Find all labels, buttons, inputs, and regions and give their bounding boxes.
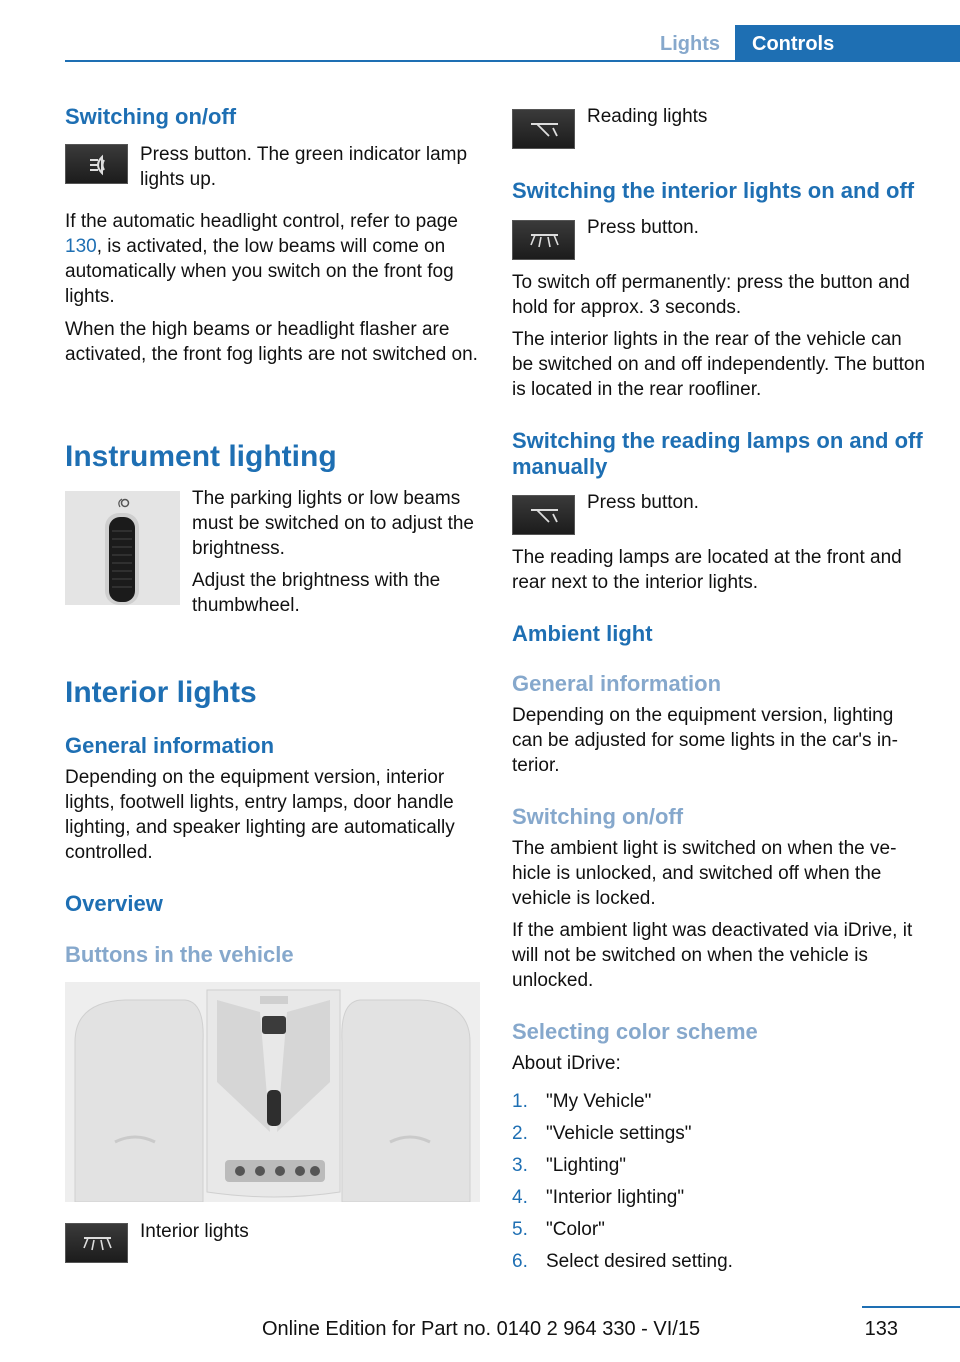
switch-interior-heading: Switching the interior lights on and off bbox=[512, 178, 915, 203]
press-button-text-1: Press button. bbox=[587, 217, 699, 238]
highbeam-text: When the high beams or headlight flasher are activated, the front fog lights are not switched on. bbox=[65, 319, 478, 365]
general-info-heading: General information bbox=[65, 733, 275, 758]
interior-heading: Interior lights bbox=[65, 676, 257, 709]
step-item: 5. "Color" bbox=[512, 1219, 605, 1240]
header-section-label: Lights bbox=[660, 33, 720, 55]
instrument-text-1: The parking lights or low beams must be switched on to adjust the brightness. bbox=[192, 488, 474, 559]
overview-heading: Overview bbox=[65, 891, 163, 916]
step-item: 1. "My Vehicle" bbox=[512, 1091, 652, 1112]
interior-light-icon bbox=[65, 1223, 128, 1263]
reading-light-icon bbox=[512, 109, 575, 149]
footer-rule bbox=[862, 1306, 960, 1308]
color-steps-list bbox=[512, 1086, 927, 1278]
reading-lamp-button-icon bbox=[512, 495, 575, 535]
page-header bbox=[0, 25, 960, 62]
ambient-switch-text: The ambient light is switched on when the vehicle is unlocked, and switched off when the vehicle is locked. bbox=[512, 838, 897, 909]
reading-location-text: The reading lamps are located at the front and rear next to the interior lights. bbox=[512, 547, 902, 593]
header-rule bbox=[65, 60, 960, 62]
step-item: 2. "Vehicle settings" bbox=[512, 1123, 692, 1144]
auto-headlight-text: If the automatic headlight control, refer to page 130, is activated, the low beams will come on automatically when you switch on the front fog lights. bbox=[65, 211, 458, 307]
instrument-text-2: Adjust the brightness with the thumbwheel. bbox=[192, 570, 441, 616]
about-idrive-text: About iDrive: bbox=[512, 1053, 621, 1074]
reading-lamps-heading: Switching the reading lamps on and off manually bbox=[512, 428, 923, 479]
interior-lights-label: Interior lights bbox=[140, 1221, 249, 1242]
interior-light-button-icon bbox=[512, 220, 575, 260]
ambient-idrive-text: If the ambient light was deactivated via iDrive, it will not be switched on when the vehicle is unlocked. bbox=[512, 920, 913, 991]
step-item: 4. "Interior lighting" bbox=[512, 1187, 685, 1208]
instrument-heading: Instrument lighting bbox=[65, 440, 337, 473]
switching-heading: Switching on/off bbox=[65, 104, 237, 129]
ambient-general-text: Depending on the equipment version, lighting can be adjusted for some lights in the car's interior. bbox=[512, 705, 898, 776]
general-info-text: Depending on the equipment version, interior lights, footwell lights, entry lamps, door handle lighting, and speaker lighting are automatically controlled. bbox=[65, 767, 455, 863]
thumbwheel-image bbox=[65, 491, 180, 605]
edition-text: Online Edition for Part no. 0140 2 964 330 - VI/15 bbox=[262, 1318, 701, 1340]
page-link-130[interactable]: 130 bbox=[65, 236, 97, 257]
page-number: 133 bbox=[864, 1318, 898, 1340]
right-column bbox=[512, 102, 927, 1282]
buttons-heading: Buttons in the vehicle bbox=[65, 942, 294, 967]
switching-text: Press button. The green indicator lamp lights up. bbox=[140, 144, 468, 190]
ambient-switch-heading: Switching on/off bbox=[512, 804, 684, 829]
reading-lights-label: Reading lights bbox=[587, 106, 708, 127]
press-button-text-2: Press button. bbox=[587, 492, 699, 513]
step-item: 3. "Lighting" bbox=[512, 1155, 627, 1176]
step-item: 6. Select desired setting. bbox=[512, 1251, 733, 1272]
left-column bbox=[65, 102, 480, 1282]
ambient-general-heading: General information bbox=[512, 671, 722, 696]
header-chapter-tab: Controls bbox=[735, 25, 960, 62]
color-scheme-heading: Selecting color scheme bbox=[512, 1019, 758, 1044]
permanent-off-text: To switch off permanently: press the button and hold for approx. 3 seconds. bbox=[512, 272, 910, 318]
fog-light-button-icon bbox=[65, 144, 128, 184]
ambient-heading: Ambient light bbox=[512, 621, 653, 646]
rear-lights-text: The interior lights in the rear of the vehicle can be switched on and off independently. The button is located in the rear roofliner. bbox=[512, 329, 926, 400]
roof-console-image bbox=[65, 982, 480, 1202]
